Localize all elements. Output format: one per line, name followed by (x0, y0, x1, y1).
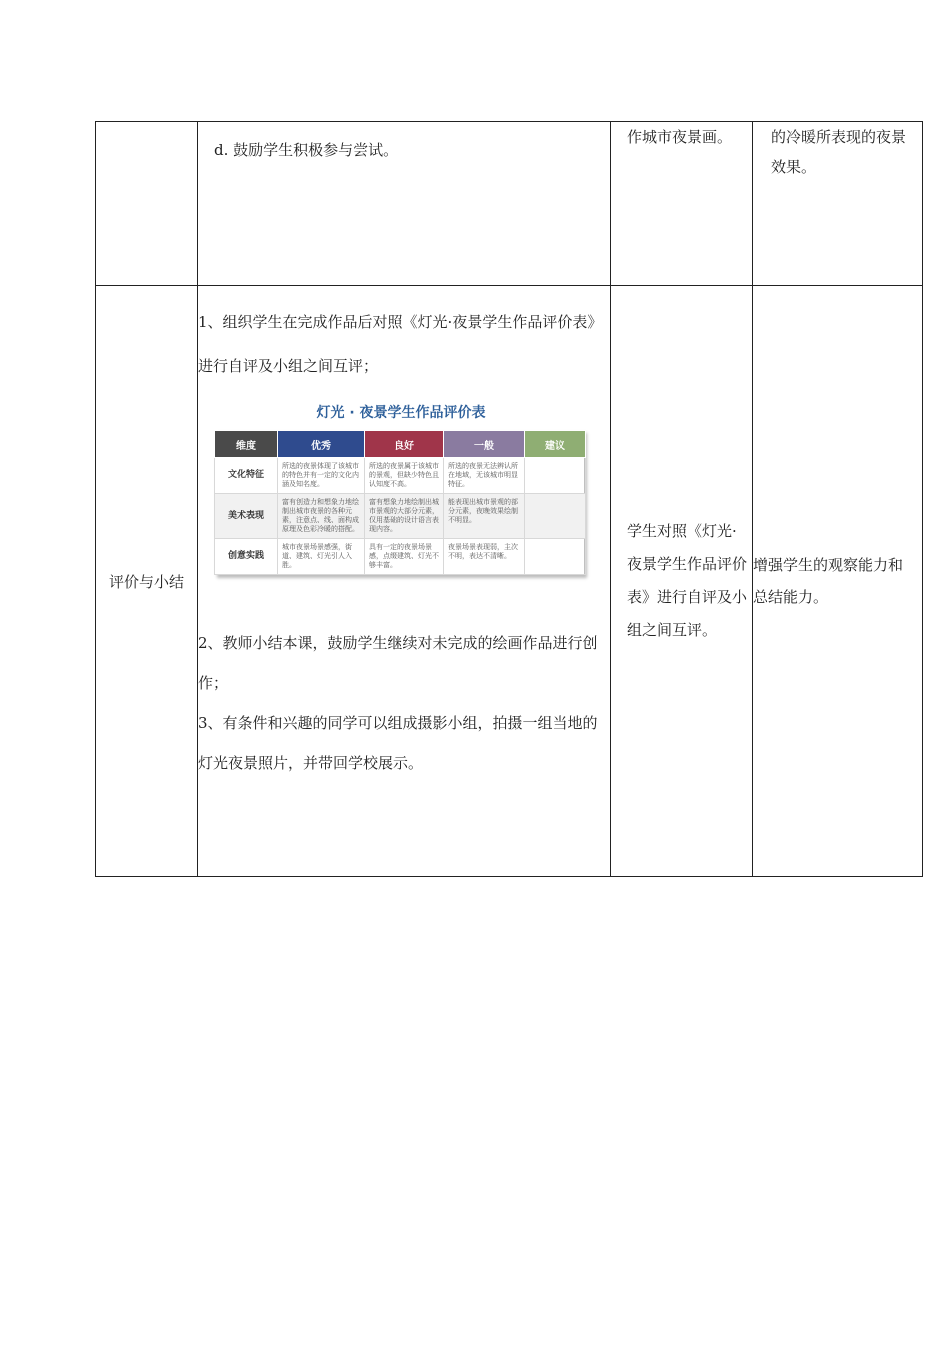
activity-item-2: 2、教师小结本课，鼓励学生继续对未完成的绘画作品进行创作； (198, 634, 598, 692)
evaluation-table (214, 430, 586, 575)
row-dimension: 美术表现 (215, 494, 278, 539)
row-dimension: 创意实践 (215, 539, 278, 575)
evaluation-table-title: 灯光 · 夜景学生作品评价表 (316, 405, 486, 421)
design-purpose-cell: 的冷暖所表现的夜景效果。 (753, 122, 923, 286)
lesson-plan-table (95, 121, 923, 877)
row-suggestion (525, 458, 586, 494)
row-suggestion (525, 539, 586, 575)
evaluation-table-figure (214, 402, 588, 575)
stage-cell: 评价与小结 (96, 286, 198, 877)
student-activity-cell: 作城市夜景画。 (611, 122, 753, 286)
row-good: 具有一定的夜景场景感，点缀建筑、灯光不够丰富。 (365, 539, 444, 575)
activity-item-1: 1、组织学生在完成作品后对照《灯光·夜景学生作品评价表》进行自评及小组之间互评； (198, 313, 603, 375)
activity-item-3: 3、有条件和兴趣的同学可以组成摄影小组，拍摄一组当地的灯光夜景照片，并带回学校展示。 (198, 714, 598, 772)
row-good: 富有想象力地绘制出城市景观的大部分元素，仅用基础的设计语言表现内容。 (365, 494, 444, 539)
table-row (96, 286, 923, 877)
evaluation-table-box (214, 430, 584, 575)
evaluation-row (215, 494, 586, 539)
row-excellent: 富有创造力和想象力地绘制出城市夜景的各种元素，注意点、线、面构成原理及色彩冷暖的搭配。 (278, 494, 365, 539)
row-average: 所选的夜景无法辨认所在地域，无该城市明显特征。 (444, 458, 525, 494)
row-average: 能表现出城市景观的部分元素，夜晚效果绘制不明显。 (444, 494, 525, 539)
row-average: 夜景场景表现弱，主次不明，表达不清晰。 (444, 539, 525, 575)
evaluation-header-row (215, 431, 586, 458)
header-suggestion: 建议 (525, 431, 586, 458)
row-dimension: 文化特征 (215, 458, 278, 494)
row-suggestion (525, 494, 586, 539)
design-purpose-cell: 增强学生的观察能力和总结能力。 (753, 286, 923, 877)
evaluation-row (215, 458, 586, 494)
row-excellent: 所选的夜景体现了该城市的特色并有一定的文化内涵及知名度。 (278, 458, 365, 494)
evaluation-row (215, 539, 586, 575)
row-excellent: 城市夜景场景感强，街道、建筑、灯光引人入胜。 (278, 539, 365, 575)
stage-cell (96, 122, 198, 286)
header-good: 良好 (365, 431, 444, 458)
student-activity-cell: 学生对照《灯光·夜景学生作品评价表》进行自评及小组之间互评。 (611, 286, 753, 877)
teacher-activity-cell (198, 286, 611, 877)
header-dimension: 维度 (215, 431, 278, 458)
header-average: 一般 (444, 431, 525, 458)
row-good: 所选的夜景属于该城市的景观，但缺少特色且认知度不高。 (365, 458, 444, 494)
teacher-activity-cell: d. 鼓励学生积极参与尝试。 (198, 122, 611, 286)
header-excellent: 优秀 (278, 431, 365, 458)
table-row (96, 122, 923, 286)
